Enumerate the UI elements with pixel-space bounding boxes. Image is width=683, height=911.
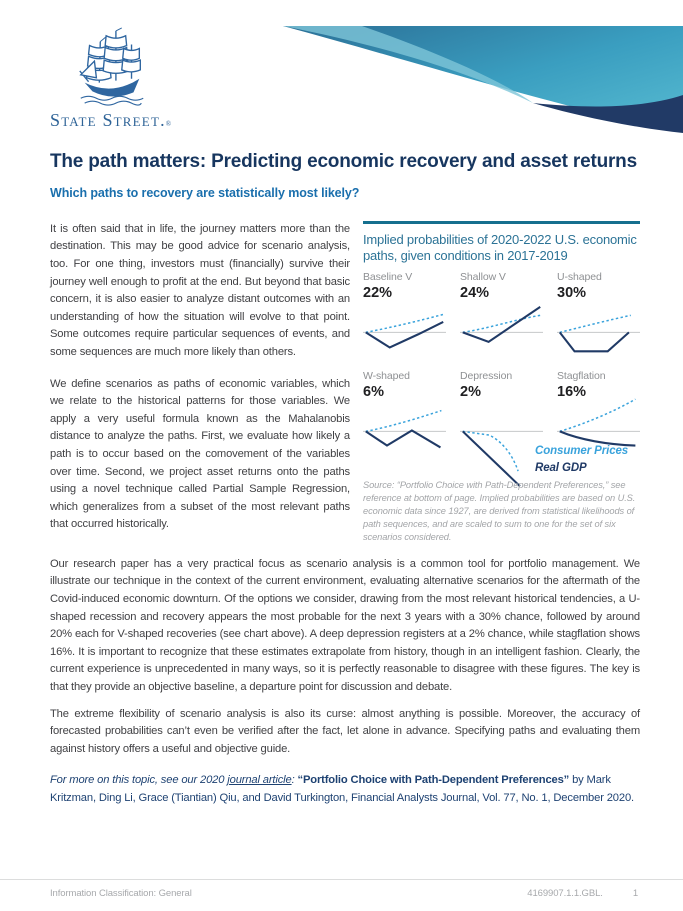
- scenario-probability: 6%: [363, 383, 384, 400]
- scenario-sparkline: [460, 304, 543, 356]
- two-column-section: [50, 221, 640, 548]
- body-paragraph-1: Our research paper has a very practical focus as scenario analysis is a common tool for portfolio management. We illustrate our technique in the context of the current environment, evaluating alternative scenarios for the aftermath of the Covid-induced economic downturn. Of the options we consider, drawing from the most relevant historical tendencies, a U-shaped recession and recovery appears the most probable for the next 3 years with a 30% chance, followed by around 20% each for V-shaped recoveries (see chart above). A deep depression registers at a 2% chance, while stagflation shows 16%. It is important to recognize that these estimates extrapolate from history, though in an intelligent fashion. Clearly, the current experience is unprecedented in many ways, so it is perfectly reasonable to disagree with these figures. The key is that they provide an objective baseline, a departure point for discussion and debate.: [50, 557, 640, 694]
- intro-text-column: [50, 221, 350, 548]
- scenario-label: Depression: [460, 369, 513, 382]
- citation-colon: :: [291, 774, 298, 787]
- citation-lead: For more on this topic, see our 2020: [50, 774, 228, 787]
- document-id: 4169907.1.1.GBL.: [527, 888, 603, 899]
- scenario-label: W-shaped: [363, 369, 410, 382]
- scenario-sparkline: [363, 304, 446, 356]
- chart-legend: [535, 443, 628, 477]
- scenario-sparkline: [363, 403, 446, 455]
- legend-consumer-prices: Consumer Prices: [535, 444, 629, 457]
- scenario-label: Shallow V: [460, 270, 506, 283]
- scenario-label: Stagflation: [557, 369, 606, 382]
- scenario-sparkline: [557, 304, 640, 356]
- intro-paragraph-1: It is often said that in life, the journey matters more than the destination. This may be good advice for scenario analysis, too. For one thing, investors must (financially) survive their journey well enough to profit at the end. But beyond that basic concern, it is also easier to analyze distant outcomes with an understanding of how the situation will evolve to that point. Some outcomes require particular sequences of events, and some sequences are much more likely than others.: [50, 222, 350, 358]
- consumer-prices-line: [560, 315, 631, 332]
- page-number: 1: [632, 888, 638, 899]
- scenario-probability: 22%: [363, 284, 393, 301]
- consumer-prices-line: [463, 315, 540, 332]
- information-classification: Information Classification: General: [50, 888, 192, 899]
- probability-chart-panel: [363, 221, 640, 547]
- consumer-prices-line: [463, 431, 518, 471]
- consumer-prices-line: [560, 399, 636, 431]
- scenario-chart-grid: [363, 271, 640, 455]
- scenario-probability: 2%: [460, 383, 481, 400]
- clipper-ship-icon: [76, 26, 148, 108]
- citation-article-title: “Portfolio Choice with Path-Dependent Preferences”: [297, 774, 570, 787]
- journal-article-link[interactable]: journal article: [227, 774, 292, 787]
- scenario-tile-shallow-v: [460, 271, 543, 356]
- intro-paragraph-2: We define scenarios as paths of economic variables, which we relate to the historical patterns for those variables. We apply a very useful formula known as the Mahalanobis distance to analyze the paths. First, we evaluate how likely a path is to occur based on the comovement of the variables over time. Second, we project asset returns onto the paths using a novel technique called Partial Sample Regression, which generalizes from a subset of the most relevant paths that occurred historically.: [50, 377, 350, 531]
- page-subtitle: Which paths to recovery are statistically most likely?: [50, 185, 360, 200]
- state-street-wordmark: State Street.®: [50, 110, 172, 130]
- chart-source-note: Source: “Portfolio Choice with Path-Dependent Preferences,” see reference at bottom of page. Implied probabilities are based on U.S. economic data since 1927, are derived from statistical likelihoods of path sequences, and are scaled to sum to one for the set of six scenarios considered.: [363, 479, 636, 542]
- legend-real-gdp: Real GDP: [535, 461, 587, 474]
- scenario-probability: 16%: [557, 383, 587, 400]
- page-title: The path matters: Predicting economic recovery and asset returns: [50, 151, 637, 172]
- page-footer: [0, 879, 683, 911]
- panel-top-rule: [363, 221, 640, 224]
- scenario-tile-u-shaped: [557, 271, 640, 356]
- scenario-probability: 30%: [557, 284, 587, 301]
- scenario-label: Baseline V: [363, 270, 413, 283]
- real-gdp-line: [366, 430, 441, 447]
- main-body-text: [50, 556, 640, 759]
- real-gdp-line: [366, 322, 443, 348]
- citation-paragraph: [50, 771, 640, 807]
- scenario-label: U-shaped: [557, 270, 602, 283]
- scenario-sparkline: [460, 403, 543, 455]
- real-gdp-line: [560, 332, 629, 351]
- body-paragraph-2: The extreme flexibility of scenario analysis is also its curse: almost anything is possible. Moreover, the accuracy of forecasted probabilities can’t even be verified after the fact, let alone in advance. Specifying paths and evaluating them against history offers a useful and objective guide.: [50, 707, 640, 755]
- consumer-prices-line: [366, 410, 442, 431]
- consumer-prices-line: [366, 314, 443, 332]
- state-street-logo: [50, 26, 230, 131]
- real-gdp-line: [463, 431, 520, 486]
- scenario-tile-w-shaped: [363, 370, 446, 455]
- scenario-tile-baseline-v: [363, 271, 446, 356]
- citation-authors: by Mark Kritzman, Ding Li, Grace (Tiantian) Qiu, and David Turkington, Financial Analysts Journal, Vol. 77, No. 1, December 2020.: [50, 774, 634, 805]
- registered-mark: ®: [165, 120, 172, 128]
- scenario-tile-depression: [460, 370, 543, 455]
- scenario-probability: 24%: [460, 284, 490, 301]
- chart-title: Implied probabilities of 2020-2022 U.S. economic paths, given conditions in 2017-2019: [363, 231, 637, 264]
